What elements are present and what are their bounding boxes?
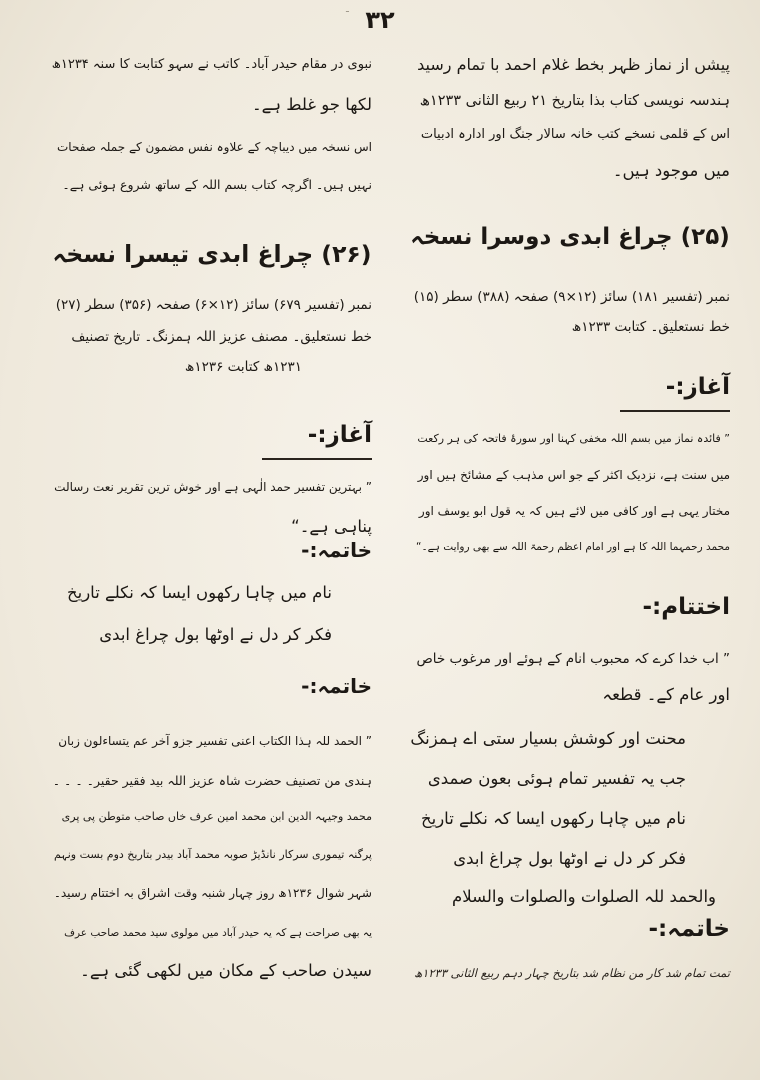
right-ikhtitam-line: والحمد للہ الصلوات والصلوات والسلام — [452, 887, 716, 906]
left-khatima-line: فکر کر دل نے اوٹھا بول چراغ ابدی — [99, 625, 332, 644]
left-khatima2-line: ہندی من تصنیف حضرت شاہ عزیز اللہ بید فقیر حقیر۔ ۔ ۔ ۔ — [52, 773, 372, 788]
right-aghaz-line: ” فائدہ نماز میں بسم اللہ مخفی کہنا اور سورۂ فاتحہ کی ہر رکعت — [417, 432, 730, 445]
right-qita-line: نام میں چاہا رکھوں ایسا کہ نکلے تاریخ — [420, 809, 686, 828]
left-khatima2-line: پرگنہ تیموری سرکار نانڈیڑ صوبہ محمد آباد بیدر بتاریخ دوم بست ونہم — [53, 848, 372, 861]
right-meta-line: نمبر (تفسیر ۱۸۱) سائز (۱۲×۹) صفحہ (۳۸۸) سطر (۱۵) — [413, 289, 730, 305]
left-column — [52, 44, 372, 1064]
left-khatima2-line: یہ بھی صراحت ہے کہ یہ حیدر آباد میں مولوی سید محمد صاحب عرف — [64, 927, 372, 939]
left-khatima2-line: شہر شوال ۱۲۳۶ھ روز چہار شنبہ وقت اشراق بہ اختتام رسید۔ — [53, 886, 372, 900]
left-aghaz-line: ” بہترین تفسیر حمد الٰہی ہے اور خوش ترین تقریر نعت رسالت — [54, 480, 372, 494]
right-column — [410, 44, 730, 1064]
left-intro-line: لکھا جو غلط ہے۔ — [252, 95, 372, 114]
left-meta-line: خط نستعلیق۔ مصنف عزیز اللہ ہمزنگ۔ تاریخ تصنیف — [71, 329, 372, 345]
page-number: ۳۲ — [365, 6, 395, 34]
left-khatima-line: نام میں چاہا رکھوں ایسا کہ نکلے تاریخ — [66, 583, 332, 602]
right-meta-line: خط نستعلیق۔ کتابت ۱۲۳۳ھ — [571, 319, 730, 335]
right-intro-line: میں موجود ہیں۔ — [612, 161, 730, 180]
right-qita-line: محنت اور کوشش بسیار ستی اے ہمزنگ — [410, 729, 686, 748]
left-intro-line: نبوی در مقام حیدر آباد۔ کاتب نے سہو کتابت کا سنہ ۱۲۳۴ھ — [51, 57, 372, 72]
left-aghaz-line: پناہی ہے۔“ — [291, 517, 372, 536]
right-intro-line: ہندسہ نویسی کتاب بذا بتاریخ ۲۱ ربیع الثانی ۱۲۳۳ھ — [419, 93, 730, 109]
aghaz-underline — [620, 410, 730, 412]
right-aghaz-line: میں سنت ہے، نزدیک اکثر کے جو اس مذہب کے مشائخ ہیں اور — [417, 468, 730, 482]
left-khatima2-label: خاتمہ:- — [301, 674, 372, 698]
left-khatima2-line: محمد وجیہہ الدین ابن محمد امین عرف خاں صاحب متوطن پی پری — [61, 810, 372, 823]
right-qita-line: فکر کر دل نے اوٹھا بول چراغ ابدی — [453, 849, 686, 868]
scan-mark: ـ — [346, 4, 349, 15]
left-meta-line: نمبر (تفسیر ۶۷۹) سائز (۱۲×۶) صفحہ (۳۵۶) سطر (۲۷) — [55, 297, 372, 313]
left-khatima2-line: ” الحمد للہ ہذا الکتاب اعنی تفسیر جزو آخر عم یتساءلون زبان — [58, 734, 372, 748]
section-title-25: (۲۵) چراغ ابدی دوسرا نسخہ — [410, 224, 730, 250]
left-intro-line: نہیں ہیں۔ اگرچہ کتاب بسم اللہ کے ساتھ شروع ہوئی ہے۔ — [62, 177, 372, 192]
right-qita-line: جب یہ تفسیر تمام ہوئی بعون صمدی — [427, 769, 686, 788]
ikhtitam-label: اختتام:- — [642, 594, 730, 620]
right-intro-line: پیشں از نماز ظہر بخط غلام احمد با تمام رسید — [417, 55, 730, 74]
left-aghaz-label: آغاز:- — [307, 422, 372, 448]
left-meta-line: ۱۲۳۱ھ کتابت ۱۲۳۶ھ — [184, 359, 302, 375]
right-khatima-label: خاتمہ:- — [648, 916, 730, 942]
right-ikhtitam-line: اور عام کے۔ قطعہ — [602, 685, 730, 704]
section-title-26: (۲۶) چراغ ابدی تیسرا نسخہ — [52, 240, 372, 268]
left-khatima2-line: سیدن صاحب کے مکان میں لکھی گئی ہے۔ — [80, 961, 372, 980]
right-khatima-line: تمت تمام شد کار من نظام شد بتاریخ چہار دہم ربیع الثانی ۱۲۳۳ھ — [414, 966, 730, 980]
right-aghaz-line: محمد رحمہما اللہ کا ہے اور امام اعظم رحمۃ اللہ سے بھی روایت ہے۔“ — [416, 541, 730, 553]
right-intro-line: اس کے قلمی نسخے کتب خانہ سالار جنگ اور ادارہ ادبیات — [420, 127, 730, 142]
left-intro-line: اس نسخہ میں دیباچہ کے علاوہ نفس مضمون کے جملہ صفحات — [57, 140, 372, 154]
left-aghaz-underline — [262, 458, 372, 460]
aghaz-label: آغاز:- — [665, 374, 730, 400]
right-ikhtitam-line: ” اب خدا کرے کہ محبوب انام کے ہوئے اور مرغوب خاص — [416, 651, 730, 667]
right-aghaz-line: مختار یہی ہے اور کافی میں لائے ہیں کہ یہ قول ابو یوسف اور — [418, 504, 730, 518]
left-khatima-label: خاتمہ:- — [301, 538, 372, 562]
